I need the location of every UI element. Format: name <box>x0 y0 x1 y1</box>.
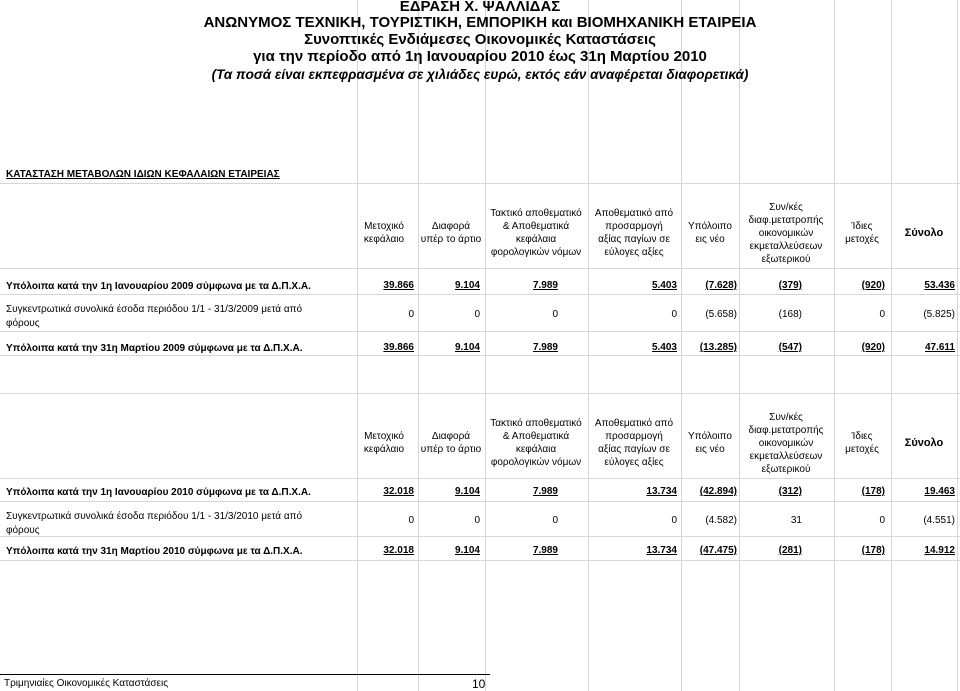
grid-line <box>0 268 960 269</box>
table-cell: (178) <box>861 486 885 497</box>
table-cell: 7.989 <box>532 545 558 556</box>
grid-line <box>588 0 589 691</box>
table-cell: (4.582) <box>705 515 737 526</box>
footer-text: Τριμηνιαίες Οικονομικές Καταστάσεις <box>4 678 169 689</box>
table-cell: (47.475) <box>699 545 737 556</box>
column-header: Ίδιες μετοχές <box>845 221 879 245</box>
row-label: Συγκεντρωτικά συνολικά έσοδα περιόδου 1/1 - 31/3/2010 μετά από φόρους <box>6 511 303 536</box>
company-name: ΕΔΡΑΣΗ Χ. ΨΑΛΛΙΔΑΣ <box>399 0 561 15</box>
row-label: Υπόλοιπα κατά την 1η Ιανουαρίου 2009 σύμφωνα με τα Δ.Π.Χ.Α. <box>6 281 311 292</box>
table-cell: (4.551) <box>923 515 955 526</box>
grid-line <box>0 560 960 561</box>
table-cell: 9.104 <box>454 280 480 291</box>
table-cell: (13.285) <box>699 342 737 353</box>
table-cell: (5.825) <box>923 309 955 320</box>
grid-line <box>418 0 419 691</box>
table-cell: 39.866 <box>383 280 414 291</box>
table-cell: 39.866 <box>383 342 414 353</box>
table-cell: 0 <box>552 515 558 526</box>
table-cell: 0 <box>474 515 480 526</box>
table-cell: (379) <box>778 280 802 291</box>
grid-line <box>739 0 740 691</box>
grid-line <box>834 0 835 691</box>
table-cell: 9.104 <box>454 486 480 497</box>
amounts-note: (Τα ποσά είναι εκπεφρασμένα σε χιλιάδες ευρώ, εκτός εάν αναφέρεται διαφορετικά) <box>211 67 749 82</box>
footer-divider <box>0 674 490 675</box>
column-header: Αποθεματικό από προσαρμογή αξίας παγίων σε εύλογες αξίες <box>594 208 674 258</box>
table-cell: (5.658) <box>705 309 737 320</box>
table-cell: 0 <box>408 309 414 320</box>
column-header: Τακτικό αποθεματικό & Αποθεματικά κεφάλαια φορολογικών νόμων <box>490 418 582 468</box>
table-cell: (178) <box>861 545 885 556</box>
table-cell: (42.894) <box>699 486 737 497</box>
grid-line <box>0 478 960 479</box>
table-cell: 0 <box>879 309 885 320</box>
table-cell: 5.403 <box>651 342 677 353</box>
page-number: 10 <box>472 677 486 691</box>
column-header: Διαφορά υπέρ το άρτιο <box>420 221 482 245</box>
section-title: ΚΑΤΑΣΤΑΣΗ ΜΕΤΑΒΟΛΩΝ ΙΔΙΩΝ ΚΕΦΑΛΑΙΩΝ ΕΤΑΙΡΕΙΑΣ <box>6 169 280 180</box>
table-cell: 5.403 <box>651 280 677 291</box>
grid-line <box>485 0 486 691</box>
column-header: Σύνολο <box>904 226 944 239</box>
column-header: Συν/κές διαφ.μετατροπής οικονομικών εκμεταλλεύσεων εξωτερικού <box>748 411 824 475</box>
table-cell: 53.436 <box>924 280 955 291</box>
column-header: Τακτικό αποθεματικό & Αποθεματικά κεφάλαια φορολογικών νόμων <box>490 208 582 258</box>
table-cell: (7.628) <box>705 280 737 291</box>
grid-line <box>0 331 960 332</box>
table-cell: 32.018 <box>383 486 414 497</box>
row-label: Υπόλοιπα κατά την 31η Μαρτίου 2009 σύμφωνα με τα Δ.Π.Χ.Α. <box>6 343 303 354</box>
statement-title: Συνοπτικές Ενδιάμεσες Οικονομικές Καταστάσεις <box>304 31 656 48</box>
table-cell: 9.104 <box>454 545 480 556</box>
table-cell: 47.611 <box>924 342 955 353</box>
table-cell: 0 <box>671 309 677 320</box>
column-header: Υπόλοιπο εις νέο <box>688 431 732 455</box>
table-cell: 9.104 <box>454 342 480 353</box>
row-label: Υπόλοιπα κατά την 31η Μαρτίου 2010 σύμφωνα με τα Δ.Π.Χ.Α. <box>6 546 303 557</box>
grid-line <box>0 393 960 394</box>
table-cell: (312) <box>778 486 802 497</box>
statement-period: για την περίοδο από 1η Ιανουαρίου 2010 έως 31η Μαρτίου 2010 <box>253 48 707 65</box>
column-header: Ίδιες μετοχές <box>845 431 879 455</box>
table-cell: 0 <box>879 515 885 526</box>
grid-line <box>681 0 682 691</box>
table-cell: 31 <box>790 515 802 526</box>
column-header: Μετοχικό κεφάλαιο <box>363 221 405 245</box>
table-cell: (547) <box>778 342 802 353</box>
row-label: Συγκεντρωτικά συνολικά έσοδα περιόδου 1/1 - 31/3/2009 μετά από φόρους <box>6 304 303 329</box>
table-cell: 0 <box>474 309 480 320</box>
grid-line <box>957 0 958 691</box>
grid-line <box>0 294 960 295</box>
column-header: Μετοχικό κεφάλαιο <box>363 431 405 455</box>
table-cell: (920) <box>861 342 885 353</box>
table-cell: 7.989 <box>532 280 558 291</box>
table-cell: (281) <box>778 545 802 556</box>
grid-line <box>357 0 358 691</box>
table-cell: 7.989 <box>532 342 558 353</box>
grid-line <box>0 501 960 502</box>
table-cell: 0 <box>408 515 414 526</box>
grid-line <box>891 0 892 691</box>
table-cell: 13.734 <box>646 486 677 497</box>
table-cell: 13.734 <box>646 545 677 556</box>
row-label: Υπόλοιπα κατά την 1η Ιανουαρίου 2010 σύμφωνα με τα Δ.Π.Χ.Α. <box>6 487 311 498</box>
column-header: Σύνολο <box>904 436 944 449</box>
grid-line <box>0 183 960 184</box>
table-cell: 0 <box>552 309 558 320</box>
table-cell: 14.912 <box>924 545 955 556</box>
table-cell: 19.463 <box>924 486 955 497</box>
table-cell: 32.018 <box>383 545 414 556</box>
table-cell: (920) <box>861 280 885 291</box>
table-cell: 7.989 <box>532 486 558 497</box>
company-full-name: ΑΝΩΝΥΜΟΣ ΤΕΧΝΙΚΗ, ΤΟΥΡΙΣΤΙΚΗ, ΕΜΠΟΡΙΚΗ και ΒΙΟΜΗΧΑΝΙΚΗ ΕΤΑΙΡΕΙΑ <box>203 14 757 31</box>
column-header: Αποθεματικό από προσαρμογή αξίας παγίων σε εύλογες αξίες <box>594 418 674 468</box>
table-cell: 0 <box>671 515 677 526</box>
column-header: Υπόλοιπο εις νέο <box>688 221 732 245</box>
table-cell: (168) <box>778 309 802 320</box>
column-header: Συν/κές διαφ.μετατροπής οικονομικών εκμεταλλεύσεων εξωτερικού <box>748 201 824 265</box>
column-header: Διαφορά υπέρ το άρτιο <box>420 431 482 455</box>
